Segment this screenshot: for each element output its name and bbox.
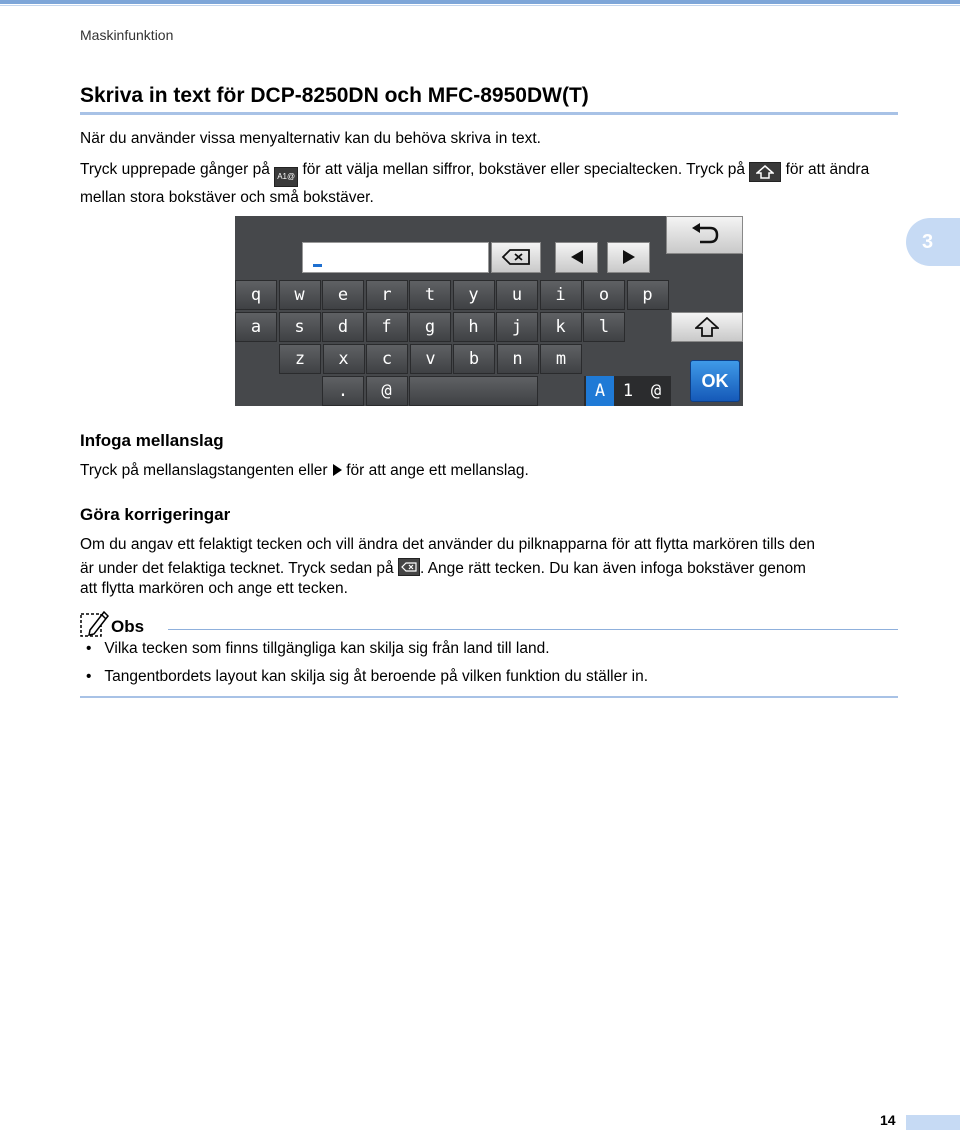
- keyboard-text-field[interactable]: [302, 242, 489, 273]
- key-o[interactable]: o: [583, 280, 625, 310]
- text-cursor: [313, 264, 322, 267]
- key-q[interactable]: q: [235, 280, 277, 310]
- key-n[interactable]: n: [497, 344, 539, 374]
- mode-selector[interactable]: [584, 376, 671, 406]
- space-text-before: Tryck på mellanslagstangenten eller: [80, 462, 328, 479]
- key-c[interactable]: c: [366, 344, 408, 374]
- space-key[interactable]: [409, 376, 538, 406]
- note-rule: [168, 629, 898, 630]
- key-t[interactable]: t: [409, 280, 451, 310]
- key-v[interactable]: v: [410, 344, 452, 374]
- keyboard-screenshot: [235, 216, 743, 406]
- note-bottom-rule: [80, 696, 898, 698]
- key-a[interactable]: a: [235, 312, 277, 342]
- mode-letters[interactable]: A: [586, 376, 614, 406]
- backspace-icon: [398, 558, 420, 576]
- key-f[interactable]: f: [366, 312, 408, 342]
- page-number: 14: [880, 1112, 896, 1128]
- shift-key-icon: [749, 162, 781, 182]
- chapter-tab: 3: [906, 218, 960, 266]
- ok-button[interactable]: OK: [690, 360, 740, 402]
- key-period[interactable]: .: [322, 376, 364, 406]
- key-p[interactable]: p: [627, 280, 669, 310]
- top-rule: [0, 0, 960, 4]
- corrections-line-3: att flytta markören och ange ett tecken.: [80, 580, 348, 597]
- section-title: Skriva in text för DCP-8250DN och MFC-8950DW(T): [80, 84, 589, 107]
- key-e[interactable]: e: [322, 280, 364, 310]
- instructions-part1: Tryck upprepade gånger på: [80, 161, 270, 178]
- key-j[interactable]: j: [496, 312, 538, 342]
- note-title: Obs: [111, 617, 145, 636]
- left-arrow-key[interactable]: [555, 242, 598, 273]
- shift-key[interactable]: [671, 312, 743, 342]
- note-icon: [80, 610, 110, 643]
- intro-paragraph: När du använder vissa menyalternativ kan du behöva skriva in text.: [80, 130, 541, 147]
- note-item: • Tangentbordets layout kan skilja sig åt beroende på vilken funktion du ställer in.: [86, 668, 649, 685]
- corrections-text-2a: är under det felaktiga tecknet. Tryck sedan på: [80, 560, 394, 577]
- key-r[interactable]: r: [366, 280, 408, 310]
- note-item: • Vilka tecken som finns tillgängliga kan skilja sig från land till land.: [86, 640, 550, 657]
- space-text-after: för att ange ett mellanslag.: [346, 462, 529, 479]
- key-y[interactable]: y: [453, 280, 495, 310]
- mode-symbols[interactable]: @: [650, 381, 662, 401]
- key-h[interactable]: h: [453, 312, 495, 342]
- instructions-part3: för att ändra mellan stora bokstäver och små bokstäver.: [80, 161, 870, 206]
- note-item-text: Vilka tecken som finns tillgängliga kan skilja sig från land till land.: [104, 640, 550, 657]
- space-paragraph: [80, 460, 900, 481]
- title-rule: [80, 112, 898, 115]
- corrections-line-2: [80, 558, 900, 579]
- corrections-line-1: Om du angav ett felaktigt tecken och vill ändra det använder du pilknapparna för att flytta markören tills den: [80, 536, 815, 553]
- key-w[interactable]: w: [279, 280, 321, 310]
- key-s[interactable]: s: [279, 312, 321, 342]
- note-item-text: Tangentbordets layout kan skilja sig åt beroende på vilken funktion du ställer in.: [104, 668, 649, 685]
- right-arrow-key[interactable]: [607, 242, 650, 273]
- instructions-part2: för att välja mellan siffror, bokstäver eller specialtecken. Tryck på: [302, 161, 745, 178]
- instructions-paragraph: [80, 159, 900, 208]
- key-l[interactable]: l: [583, 312, 625, 342]
- top-rule-thin: [0, 5, 960, 6]
- key-x[interactable]: x: [323, 344, 365, 374]
- corrections-heading: Göra korrigeringar: [80, 505, 231, 524]
- corrections-text-2b: . Ange rätt tecken. Du kan även infoga bokstäver genom: [419, 560, 806, 577]
- key-u[interactable]: u: [496, 280, 538, 310]
- mode-numbers[interactable]: 1: [622, 381, 634, 401]
- key-g[interactable]: g: [409, 312, 451, 342]
- key-b[interactable]: b: [453, 344, 495, 374]
- running-header: Maskinfunktion: [80, 27, 174, 43]
- key-z[interactable]: z: [279, 344, 321, 374]
- key-m[interactable]: m: [540, 344, 582, 374]
- key-at[interactable]: @: [366, 376, 408, 406]
- page-tab: [906, 1115, 960, 1130]
- key-k[interactable]: k: [540, 312, 582, 342]
- space-heading: Infoga mellanslag: [80, 431, 224, 450]
- mode-key-icon: A1@: [274, 167, 298, 187]
- back-key[interactable]: [666, 216, 743, 254]
- key-d[interactable]: d: [322, 312, 364, 342]
- key-i[interactable]: i: [540, 280, 582, 310]
- right-triangle-icon: [332, 464, 342, 476]
- backspace-key[interactable]: [491, 242, 541, 273]
